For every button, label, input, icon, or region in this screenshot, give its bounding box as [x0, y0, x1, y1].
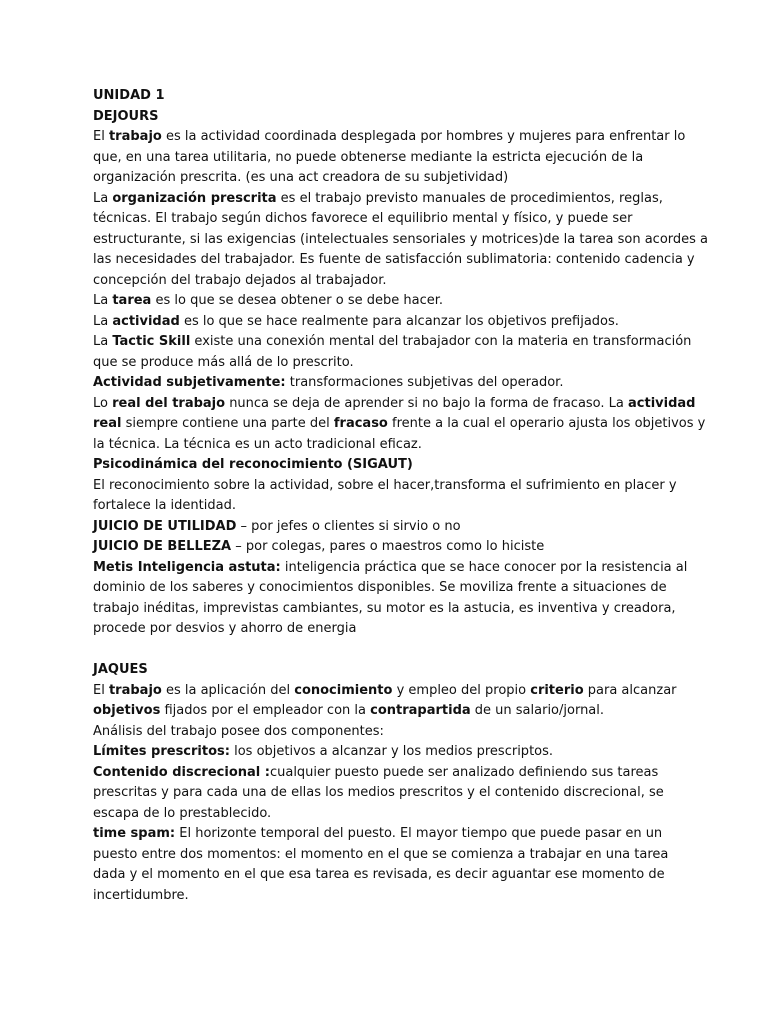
text-run: es la actividad coordinada desplegada por hombres y mujeres para enfrentar lo	[161, 129, 686, 144]
text-line	[93, 271, 693, 292]
text-line	[93, 414, 706, 435]
bold-term: conocimiento	[294, 682, 393, 698]
bold-term: Límites prescritos:	[93, 744, 230, 759]
text-run: El	[93, 129, 109, 144]
bold-term: Actividad subjetivamente:	[93, 375, 286, 390]
text-run: de un salario/jornal.	[470, 703, 605, 718]
text-line	[93, 107, 693, 128]
text-line	[93, 86, 693, 107]
text-run: La	[93, 190, 113, 206]
text-line	[93, 619, 693, 640]
bold-term: trabajo	[108, 129, 162, 144]
text-line	[93, 168, 693, 189]
text-run: – por colegas, pares o maestros como lo hiciste	[231, 539, 545, 554]
text-run: procede por desvios y ahorro de energia	[93, 621, 357, 636]
text-run: estructurante, si las exigencias (intelectuales sensoriales y motrices)de la tarea son acordes a	[93, 231, 709, 247]
text-run: inteligencia práctica que se hace conocer por la resistencia al	[280, 559, 688, 575]
text-run: que se produce más allá de lo prescrito.	[93, 354, 354, 370]
bold-term: JAQUES	[93, 662, 148, 677]
text-line	[93, 701, 693, 722]
bold-term: fracaso	[333, 416, 388, 431]
text-line	[93, 804, 693, 825]
text-run: El	[93, 682, 109, 698]
text-line	[93, 435, 693, 456]
text-run: existe una conexión mental del trabajador con la materia en transformación	[190, 334, 692, 349]
text-line	[93, 476, 693, 497]
text-line	[93, 681, 693, 702]
bold-term: Metis Inteligencia astuta:	[93, 559, 281, 575]
text-run: dada y el momento en el que esa tarea es revisada, es decir aguantar ese momento de	[93, 867, 665, 882]
text-run: puesto entre dos momentos: el momento en el que se comienza a trabajar en una tarea	[93, 846, 669, 862]
text-line	[93, 558, 693, 579]
text-run: organización prescrita. (es una act creadora de su subjetividad)	[93, 170, 509, 185]
bold-term: contrapartida	[370, 703, 471, 718]
text-line	[93, 517, 693, 538]
text-run: fijados por el empleador con la	[160, 703, 371, 718]
text-run: El reconocimiento sobre la actividad, sobre el hacer,transforma el sufrimiento en placer y	[93, 477, 677, 493]
text-run: las necesidades del trabajador. Es fuente de satisfacción sublimatoria: contenido cadencia y	[93, 252, 695, 267]
text-run: Análisis del trabajo posee dos componentes:	[93, 723, 384, 739]
text-line	[93, 230, 709, 251]
text-run: es el trabajo previsto manuales de procedimientos, reglas,	[276, 190, 663, 206]
bold-term: real	[93, 416, 122, 431]
text-line	[93, 599, 693, 620]
text-run: siempre contiene una parte del	[121, 416, 334, 431]
text-line	[93, 250, 693, 271]
text-run: Lo	[93, 395, 113, 411]
bold-term: Tactic Skill	[112, 334, 191, 349]
bold-term: organización prescrita	[112, 190, 277, 206]
text-line	[93, 148, 693, 169]
text-line	[93, 455, 693, 476]
text-line	[93, 209, 693, 230]
text-line	[93, 353, 693, 374]
text-run: escapa de lo prestablecido.	[93, 805, 272, 821]
text-line	[93, 291, 693, 312]
bold-term: DEJOURS	[93, 108, 159, 124]
text-line	[93, 496, 693, 517]
bold-term: criterio	[530, 682, 584, 698]
bold-term: real del trabajo	[112, 395, 226, 411]
text-run: es la aplicación del	[161, 682, 295, 698]
document-body	[93, 86, 709, 906]
text-run: técnicas. El trabajo según dichos favorece el equilibrio mental y físico, y puede ser	[93, 211, 633, 226]
bold-term: actividad	[112, 313, 180, 329]
bold-term: actividad	[628, 395, 696, 411]
text-run: cualquier puesto puede ser analizado definiendo sus tareas	[269, 764, 659, 780]
text-run: nunca se deja de aprender si no bajo la forma de fracaso. La	[225, 395, 629, 411]
bold-term: trabajo	[108, 682, 162, 698]
text-run: los objetivos a alcanzar y los medios prescriptos.	[229, 744, 554, 759]
text-run: frente a la cual el operario ajusta los objetivos y	[387, 416, 706, 431]
text-line	[93, 312, 693, 333]
text-line	[93, 332, 693, 353]
text-run: El horizonte temporal del puesto. El mayor tiempo que puede pasar en un	[175, 826, 663, 841]
text-line	[93, 394, 696, 415]
text-run: dominio de los saberes y conocimientos disponibles. Se moviliza frente a situaciones de	[93, 580, 667, 595]
text-run: trabajo inéditas, imprevistas cambiantes, su motor es la astucia, es inventiva y creadora,	[93, 600, 676, 616]
text-run: que, en una tarea utilitaria, no puede obtenerse mediante la estricta ejecución de la	[93, 149, 644, 165]
bold-term: objetivos	[93, 703, 161, 718]
text-line	[93, 127, 693, 148]
bold-term: JUICIO DE BELLEZA	[93, 539, 232, 554]
text-line	[93, 824, 693, 845]
blank-line	[93, 640, 693, 661]
text-run: La	[93, 334, 113, 349]
bold-term: JUICIO DE UTILIDAD	[93, 518, 237, 534]
text-run: es lo que se hace realmente para alcanzar los objetivos prefijados.	[179, 313, 619, 329]
text-run: transformaciones subjetivas del operador.	[285, 375, 564, 390]
text-line	[93, 742, 693, 763]
bold-term: UNIDAD 1	[93, 88, 165, 103]
text-run: es lo que se desea obtener o se debe hacer.	[151, 293, 443, 308]
text-line	[93, 886, 693, 907]
text-run: La	[93, 313, 113, 329]
text-line	[93, 373, 693, 394]
text-line	[93, 783, 693, 804]
text-run: La	[93, 293, 113, 308]
text-run: concepción del trabajo dejados al trabajador.	[93, 272, 387, 288]
text-line	[93, 845, 693, 866]
text-line	[93, 660, 693, 681]
text-run: la técnica. La técnica es un acto tradicional eficaz.	[93, 436, 422, 452]
bold-term: tarea	[112, 293, 152, 308]
bold-term: Contenido discrecional :	[93, 764, 270, 780]
text-run: y empleo del propio	[392, 682, 531, 698]
text-line	[93, 189, 693, 210]
text-run: fortalece la identidad.	[93, 498, 236, 513]
text-run: incertidumbre.	[93, 887, 189, 903]
text-line	[93, 578, 693, 599]
text-line	[93, 865, 693, 886]
text-line	[93, 722, 693, 743]
text-line	[93, 537, 693, 558]
text-run: – por jefes o clientes si sirvio o no	[236, 518, 461, 534]
text-line	[93, 763, 693, 784]
text-run: prescritas y para cada una de ellas los medios prescritos y el contenido discrecional, se	[93, 785, 664, 800]
bold-term: Psicodinámica del reconocimiento (SIGAUT)	[93, 457, 413, 472]
text-run: para alcanzar	[583, 682, 677, 698]
bold-term: time spam:	[93, 826, 176, 841]
